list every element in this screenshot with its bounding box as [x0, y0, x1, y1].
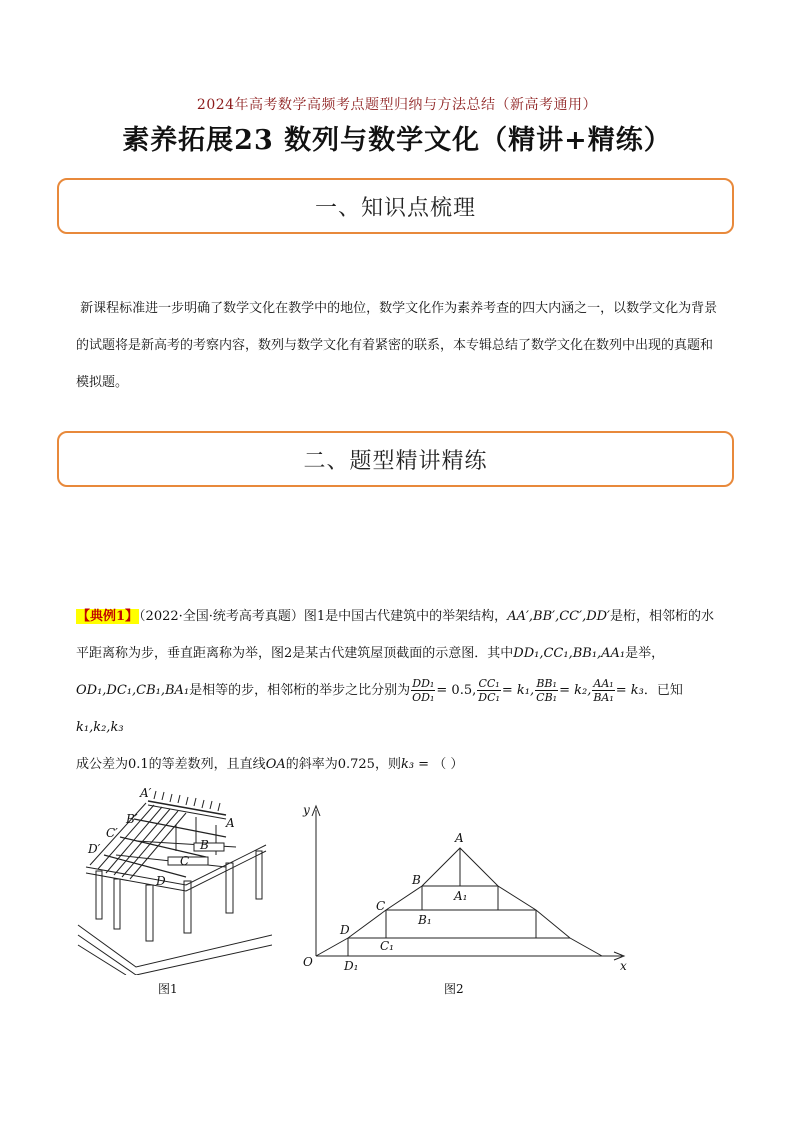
fraction-numerator: BB₁: [536, 677, 557, 690]
label-a: A: [226, 816, 235, 830]
example-source: （2022·全国·统考高考真题）: [139, 609, 304, 624]
fraction: [592, 677, 614, 704]
label-a: A: [455, 831, 464, 845]
label-b-prime: B′: [126, 812, 138, 826]
fraction-denominator: DC₁: [478, 691, 500, 704]
math-expr: = k₁,: [501, 683, 535, 698]
fraction-numerator: AA₁: [593, 677, 614, 690]
math-expr: OD₁,DC₁,CB₁,BA₁: [76, 683, 190, 698]
math-expr: DD₁,CC₁,BB₁,AA₁: [513, 646, 626, 661]
fraction-denominator: OD₁: [412, 691, 435, 704]
label-c-prime: C′: [106, 826, 118, 840]
label-c: C: [376, 899, 386, 913]
fraction: [477, 677, 501, 704]
math-expr: k₁,k₂,k₃: [76, 720, 124, 735]
fraction: [535, 677, 558, 704]
axis-label-y: y: [303, 803, 310, 817]
label-b: B: [412, 873, 421, 887]
label-a-prime: A′: [140, 786, 152, 800]
math-expr: OA: [265, 757, 286, 772]
example-text: 是相等的步，相邻桁的举步之比分别为: [189, 683, 411, 698]
fraction: [411, 677, 435, 704]
example-text: 是举，: [625, 646, 665, 661]
math-expr: k₃: [400, 757, 415, 772]
example-text: ．已知: [643, 683, 683, 698]
example-text: = （ ）: [414, 757, 464, 772]
label-b1: B₁: [418, 913, 432, 927]
figure-2-roof-section: [300, 800, 640, 972]
math-expr: AA′,BB′,CC′,DD′: [507, 609, 611, 624]
fraction-numerator: CC₁: [478, 677, 500, 690]
label-d-prime: D′: [88, 842, 101, 856]
label-d1: D₁: [344, 959, 359, 972]
section-heading-label: 二、题型精讲精练: [303, 448, 488, 474]
figure-1-caption: 图1: [158, 982, 178, 996]
label-o: O: [303, 955, 313, 969]
example-text: 的斜率为0.725，则: [285, 757, 401, 772]
doc-title: 素养拓展23 数列与数学文化（精讲+精练）: [122, 125, 672, 156]
section-heading-knowledge: [57, 178, 734, 234]
math-expr: = k₂,: [559, 683, 592, 698]
doc-subtitle: 2024年高考数学高频考点题型归纳与方法总结（新高考通用）: [196, 97, 598, 113]
section-heading-examples: [57, 431, 734, 487]
example-tag: 【典例1】: [77, 609, 139, 624]
example-text: 是桁，相邻桁的水平距离称为步，垂直距离称为举，图2是某古代建筑屋顶截面的示意图．其中: [76, 609, 715, 661]
label-d: D: [340, 923, 350, 937]
example-1: [76, 598, 726, 783]
example-text: 成公差为0.1的等差数列，且直线: [76, 757, 266, 772]
math-expr: = k₃: [615, 683, 644, 698]
label-c1: C₁: [380, 939, 394, 953]
figure-1-roof-structure: [76, 785, 272, 975]
figure-2-caption: 图2: [444, 982, 464, 996]
section-heading-label: 一、知识点梳理: [314, 195, 476, 221]
label-b: B: [200, 838, 209, 852]
intro-paragraph: [76, 290, 722, 401]
fraction-denominator: BA₁: [593, 691, 614, 704]
math-expr: = 0.5,: [436, 683, 477, 698]
axis-label-x: x: [620, 959, 627, 972]
label-d: D: [156, 874, 166, 888]
fraction-numerator: DD₁: [412, 677, 435, 690]
label-c: C: [180, 854, 190, 868]
intro-text: 新课程标准进一步明确了数学文化在教学中的地位，数学文化作为素养考查的四大内涵之一，以数学文化为背景的试题将是新高考的考察内容，数列与数学文化有着紧密的联系，本专辑总结了数学文化在数列中出现的真题和模拟题。: [76, 301, 718, 390]
label-a1: A₁: [454, 889, 468, 903]
fraction-denominator: CB₁: [536, 691, 558, 704]
example-text: 图1是中国古代建筑中的举架结构，: [303, 609, 508, 624]
